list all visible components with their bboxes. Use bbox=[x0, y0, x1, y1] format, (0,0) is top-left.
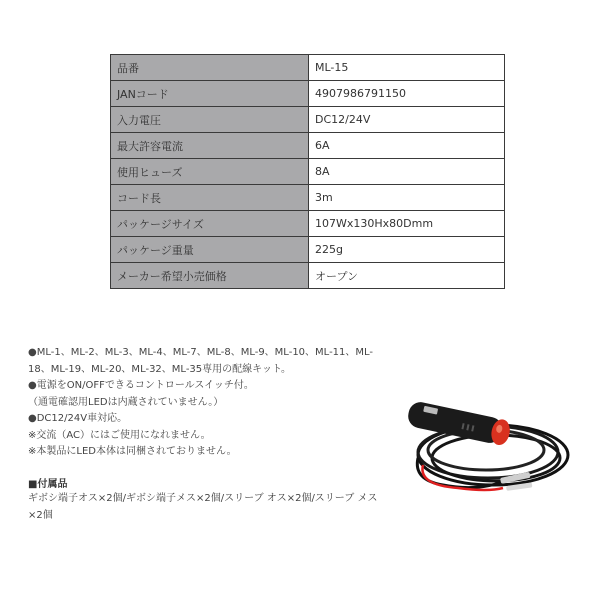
product-description bbox=[28, 345, 378, 461]
table-row bbox=[111, 133, 505, 159]
description-line: （通電確認用LEDは内蔵されていません。） bbox=[28, 396, 224, 408]
accessories-list bbox=[28, 490, 388, 524]
spec-value: オープン bbox=[309, 263, 505, 289]
description-line: ※本製品にLED本体は同梱されておりません。 bbox=[28, 446, 237, 457]
accessories-line: ギボシ端子オス×2個/ギボシ端子メス×2個/スリーブ オス×2個/スリーブ メス bbox=[28, 493, 378, 504]
spec-value: 225g bbox=[309, 237, 505, 263]
spec-label: 品番 bbox=[111, 55, 309, 81]
table-row bbox=[111, 159, 505, 185]
table-row bbox=[111, 263, 505, 289]
description-line: ※交流（AC）にはご使用になれません。 bbox=[28, 429, 211, 441]
table-row bbox=[111, 107, 505, 133]
spec-label: パッケージ重量 bbox=[111, 237, 309, 263]
accessories-line: ×2個 bbox=[28, 510, 53, 521]
description-line: ●電源をON/OFFできるコントロールスイッチ付。 bbox=[28, 380, 254, 391]
table-row bbox=[111, 55, 505, 81]
table-row bbox=[111, 211, 505, 237]
spec-value: 8A bbox=[309, 159, 505, 185]
product-image bbox=[388, 380, 578, 515]
description-line: 18、ML-19、ML-20、ML-32、ML-35専用の配線キット。 bbox=[28, 363, 292, 375]
table-row bbox=[111, 185, 505, 211]
description-line: ●DC12/24V車対応。 bbox=[28, 413, 128, 424]
accessories-heading: ■付属品 bbox=[28, 479, 68, 490]
table-row bbox=[111, 237, 505, 263]
table-row bbox=[111, 81, 505, 107]
description-line: ●ML-1、ML-2、ML-3、ML-4、ML-7、ML-8、ML-9、ML-10、ML-11、ML- bbox=[28, 347, 374, 358]
spec-label: メーカー希望小売価格 bbox=[111, 263, 309, 289]
spec-label: 最大許容電流 bbox=[111, 133, 309, 159]
spec-value: 107Wx130Hx80Dmm bbox=[309, 211, 505, 237]
spec-table bbox=[110, 54, 505, 289]
spec-label: パッケージサイズ bbox=[111, 211, 309, 237]
spec-label: 使用ヒューズ bbox=[111, 159, 309, 185]
spec-label: コード長 bbox=[111, 185, 309, 211]
spec-label: 入力電圧 bbox=[111, 107, 309, 133]
spec-value: 4907986791150 bbox=[309, 81, 505, 107]
spec-label: JANコード bbox=[111, 81, 309, 107]
spec-value: 3m bbox=[309, 185, 505, 211]
wiring-kit-icon bbox=[388, 380, 578, 515]
spec-value: 6A bbox=[309, 133, 505, 159]
spec-value: DC12/24V bbox=[309, 107, 505, 133]
spec-value: ML-15 bbox=[309, 55, 505, 81]
